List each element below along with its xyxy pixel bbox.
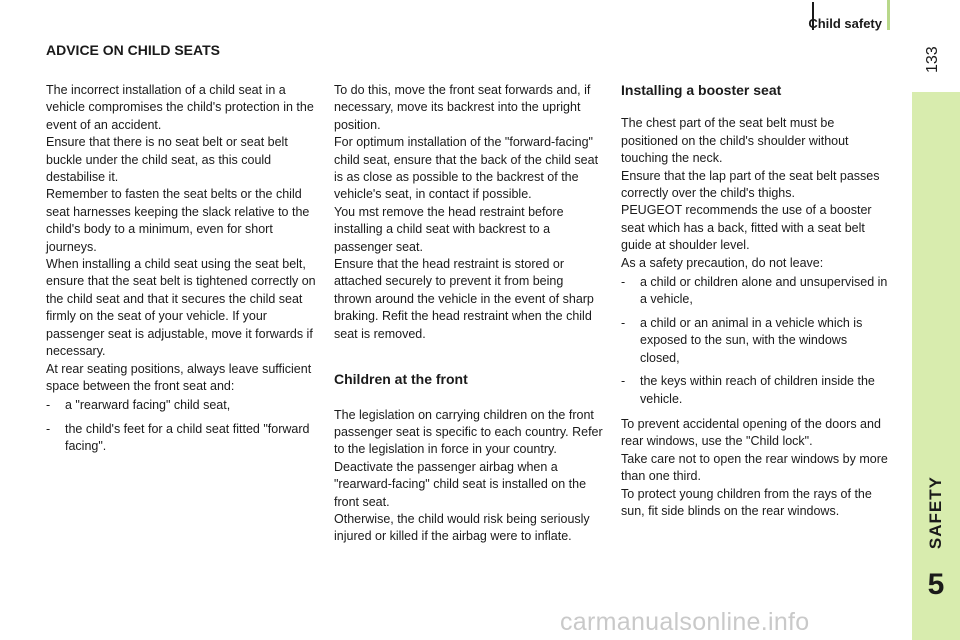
list-item: - a "rearward facing" child seat, xyxy=(46,397,320,414)
column-1 xyxy=(46,82,320,456)
list-item: - a child or children alone and unsupervised in a vehicle, xyxy=(621,274,889,309)
subsection-heading: Children at the front xyxy=(334,371,468,388)
paragraph: Ensure that there is no seat belt or seat belt buckle under the child seat, as this could destabilise it. xyxy=(46,135,288,185)
list-item: - the child's feet for a child seat fitted "forward facing". xyxy=(46,421,320,456)
section-title: Child safety xyxy=(808,16,882,31)
bullet-dash: - xyxy=(46,398,51,413)
chapter-label: SAFETY xyxy=(926,476,945,550)
page-heading: ADVICE ON CHILD SEATS xyxy=(46,42,220,58)
paragraph: Ensure that the lap part of the seat belt passes correctly over the child's thighs. xyxy=(621,168,880,201)
list-item: - the keys within reach of children inside the vehicle. xyxy=(621,373,889,408)
paragraph: When installing a child seat using the seat belt, ensure that the seat belt is tightened correctly on the child seat and that it secures the child seat firmly on the seat of your vehicle. If your passenger seat is adjustable, move it forwards if necessary. xyxy=(46,257,316,359)
paragraph: You mst remove the head restraint before installing a child seat with backrest to a passenger seat. xyxy=(334,204,564,254)
page-number: 133 xyxy=(924,46,941,74)
paragraph: The legislation on carrying children on the front passenger seat is specific to each country. Refer to the legislation in force in your country. xyxy=(334,407,603,457)
header-accent-bar xyxy=(887,0,890,30)
paragraph: Take care not to open the rear windows by more than one third. xyxy=(621,451,888,484)
paragraph: To do this, move the front seat forwards and, if necessary, move its backrest into the upright position. xyxy=(334,83,591,132)
children-front-section xyxy=(334,371,604,546)
bullet-dash: - xyxy=(46,421,51,436)
paragraph: Otherwise, the child would risk being seriously injured or killed if the airbag were to inflate. xyxy=(334,511,590,544)
paragraph: At rear seating positions, always leave sufficient space between the front seat and: xyxy=(46,361,312,393)
paragraph: To prevent accidental opening of the doors and rear windows, use the "Child lock". xyxy=(621,416,881,449)
paragraph: Ensure that the head restraint is stored or attached securely to prevent it from being thrown around the vehicle in the event of sharp braking. Refit the head restraint when the child seat is removed. xyxy=(334,257,594,341)
paragraph: PEUGEOT recommends the use of a booster seat which has a back, fitted with a seat belt guide at shoulder level. xyxy=(621,203,872,253)
subsection-heading: Installing a booster seat xyxy=(621,82,782,98)
column-2 xyxy=(334,82,604,546)
paragraph: The chest part of the seat belt must be positioned on the child's shoulder without touching the neck. xyxy=(621,116,849,166)
column-3 xyxy=(621,82,889,520)
paragraph: Remember to fasten the seat belts or the child seat harnesses keeping the slack relative to the child's body to a minimum, even for short journeys. xyxy=(46,187,310,254)
bullet-dash: - xyxy=(621,374,626,389)
chapter-number: 5 xyxy=(927,568,945,601)
bullet-dash: - xyxy=(621,315,626,330)
bullet-dash: - xyxy=(621,275,626,290)
paragraph: The incorrect installation of a child seat in a vehicle compromises the child's protection in the event of an accident. xyxy=(46,83,314,132)
paragraph: To protect young children from the rays of the sun, fit side blinds on the rear windows. xyxy=(621,486,872,518)
paragraph: For optimum installation of the "forward-facing" child seat, ensure that the back of the child seat is as close as possible to the backrest of the vehicle's seat, in contact if possible. xyxy=(334,135,599,202)
list-item: - a child or an animal in a vehicle which is exposed to the sun, with the windows closed, xyxy=(621,315,889,367)
paragraph: As a safety precaution, do not leave: xyxy=(621,255,824,270)
watermark: carmanualsonline.info xyxy=(560,608,810,636)
paragraph: Deactivate the passenger airbag when a "rearward-facing" child seat is installed on the front seat. xyxy=(334,459,587,509)
